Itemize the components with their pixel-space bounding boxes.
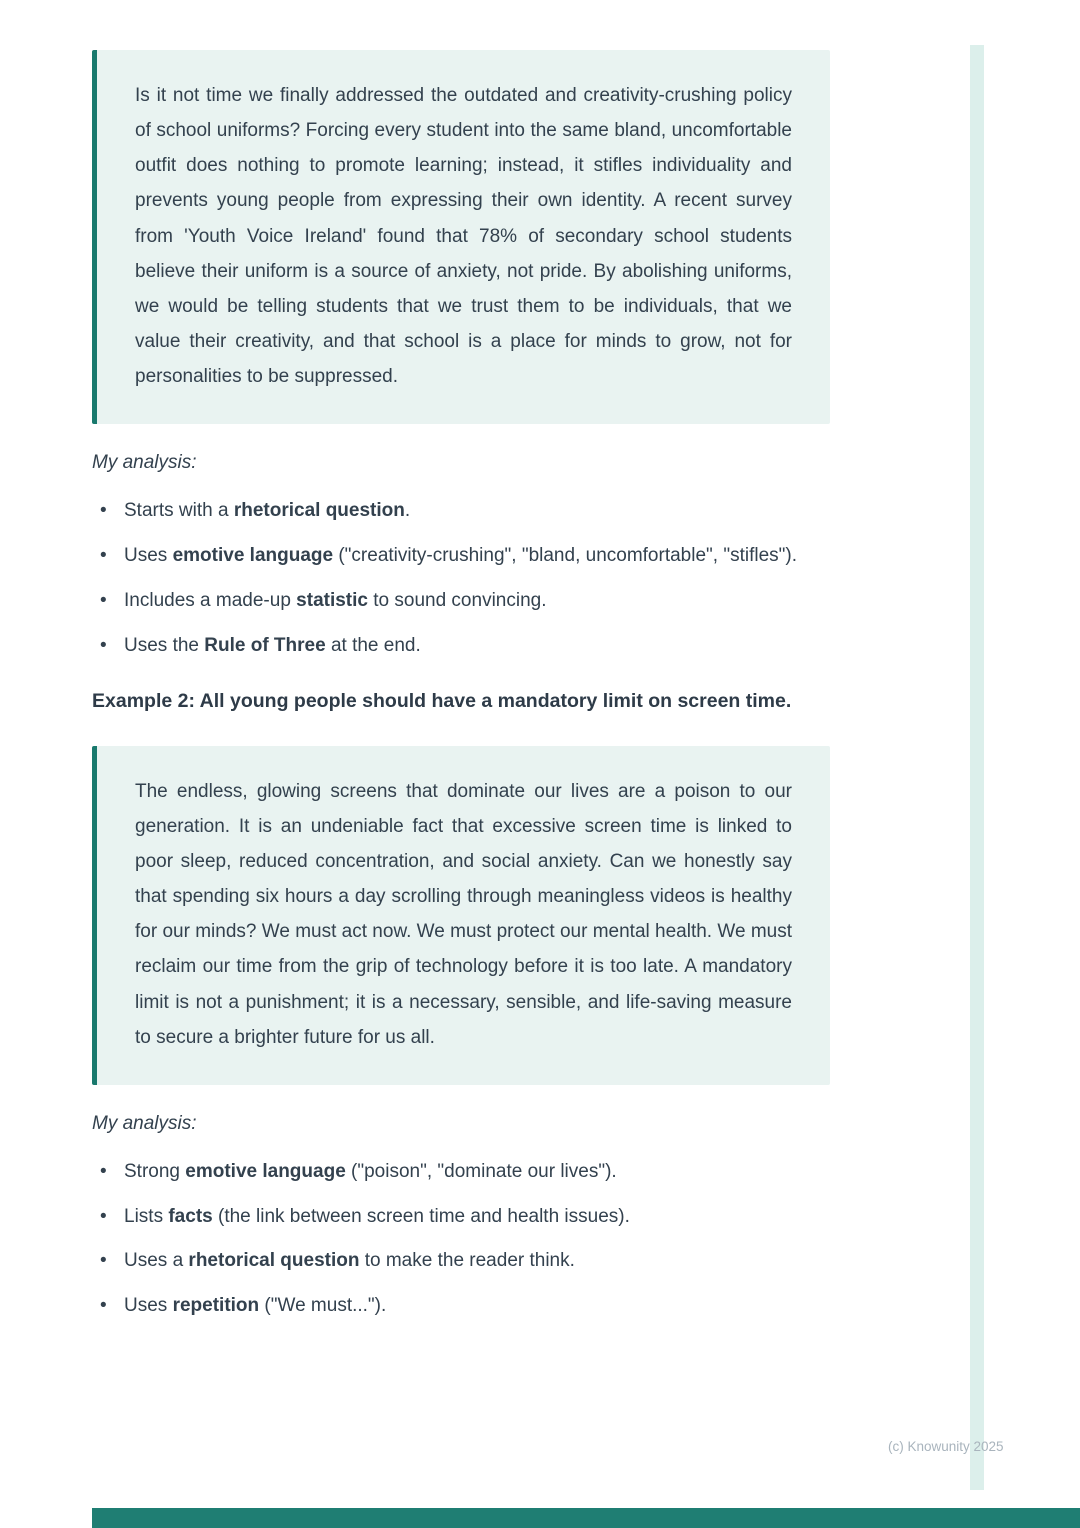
bullet-bold-term: Rule of Three [204,634,326,656]
analysis-label: My analysis: [92,452,197,474]
example-2-heading: Example 2: All young people should have a mandatory limit on screen time. [92,690,792,713]
bullet-bold-term: rhetorical question [188,1250,360,1272]
list-item [92,1246,830,1277]
list-item [92,496,830,527]
analysis-list-1 [92,496,830,661]
bullet-text: Strong [124,1160,186,1182]
bullet-text: at the end. [325,634,421,656]
bullet-text: to sound convincing. [367,589,547,611]
list-item [92,541,830,572]
bullet-bold-term: statistic [296,589,368,611]
bullet-bold-term: emotive language [172,545,334,567]
analysis-list-2 [92,1157,830,1322]
list-item [92,1157,830,1188]
bullet-bold-term: rhetorical question [233,500,405,522]
bottom-accent-bar [92,1508,1080,1528]
quote-block-school-uniforms [92,50,830,424]
bullet-text: Uses the [124,634,205,656]
bullet-bold-term: repetition [172,1295,260,1317]
bullet-bold-term: emotive language [185,1160,346,1182]
bullet-icon: • [100,634,107,656]
bullet-icon: • [100,589,107,611]
bullet-text: ("We must..."). [259,1295,387,1317]
bullet-text: to make the reader think. [359,1250,575,1272]
bullet-text: Uses [124,1295,173,1317]
main-content [92,50,830,1336]
quote-text: Is it not time we finally addressed the outdated and creativity-crushing policy of school uniforms? Forcing every student into the same bland, uncomfortable outfit does nothing to promote learning; instead, it stifles individuality and prevents young people from expressing their own identity. A recent survey from 'Youth Voice Ireland' found that 78% of secondary school students believe their uniform is a source of anxiety, not pride. By abolishing uniforms, we would be telling students that we trust them to be individuals, that we value their creativity, and that school is a place for minds to grow, not for personalities to be suppressed. [135,85,792,388]
list-item [92,1202,830,1233]
bullet-text: Uses [124,545,173,567]
bullet-icon: • [100,1295,107,1317]
page-edge-strip [970,45,984,1490]
bullet-text: Uses a [124,1250,189,1272]
quote-text: The endless, glowing screens that dominate our lives are a poison to our generation. It is an undeniable fact that excessive screen time is linked to poor sleep, reduced concentration, and social anxiety. Can we honestly say that spending six hours a day scrolling through meaningless videos is healthy for our minds? We must act now. We must protect our mental health. We must reclaim our time from the grip of technology before it is too late. A mandatory limit is not a punishment; it is a necessary, sensible, and life-saving measure to secure a brighter future for us all. [135,780,792,1048]
bullet-text: Includes a made-up [124,589,297,611]
bullet-text: Lists [124,1205,169,1227]
bullet-icon: • [100,1205,107,1227]
bullet-bold-term: facts [168,1205,213,1227]
bullet-icon: • [100,1160,107,1182]
bullet-icon: • [100,500,107,522]
bullet-text: . [404,500,411,522]
list-item [92,586,830,617]
bullet-text: Starts with a [124,500,234,522]
bullet-icon: • [100,545,107,567]
analysis-label: My analysis: [92,1112,197,1134]
list-item [92,1291,830,1322]
bullet-text: (the link between screen time and health issues). [212,1205,630,1227]
bullet-text: ("poison", "dominate our lives"). [345,1160,617,1182]
list-item [92,631,830,662]
bullet-text: ("creativity-crushing", "bland, uncomfortable", "stifles"). [333,545,797,567]
watermark: (c) Knowunity 2025 [888,1439,1004,1454]
quote-block-screen-time [92,746,830,1085]
bullet-icon: • [100,1250,107,1272]
